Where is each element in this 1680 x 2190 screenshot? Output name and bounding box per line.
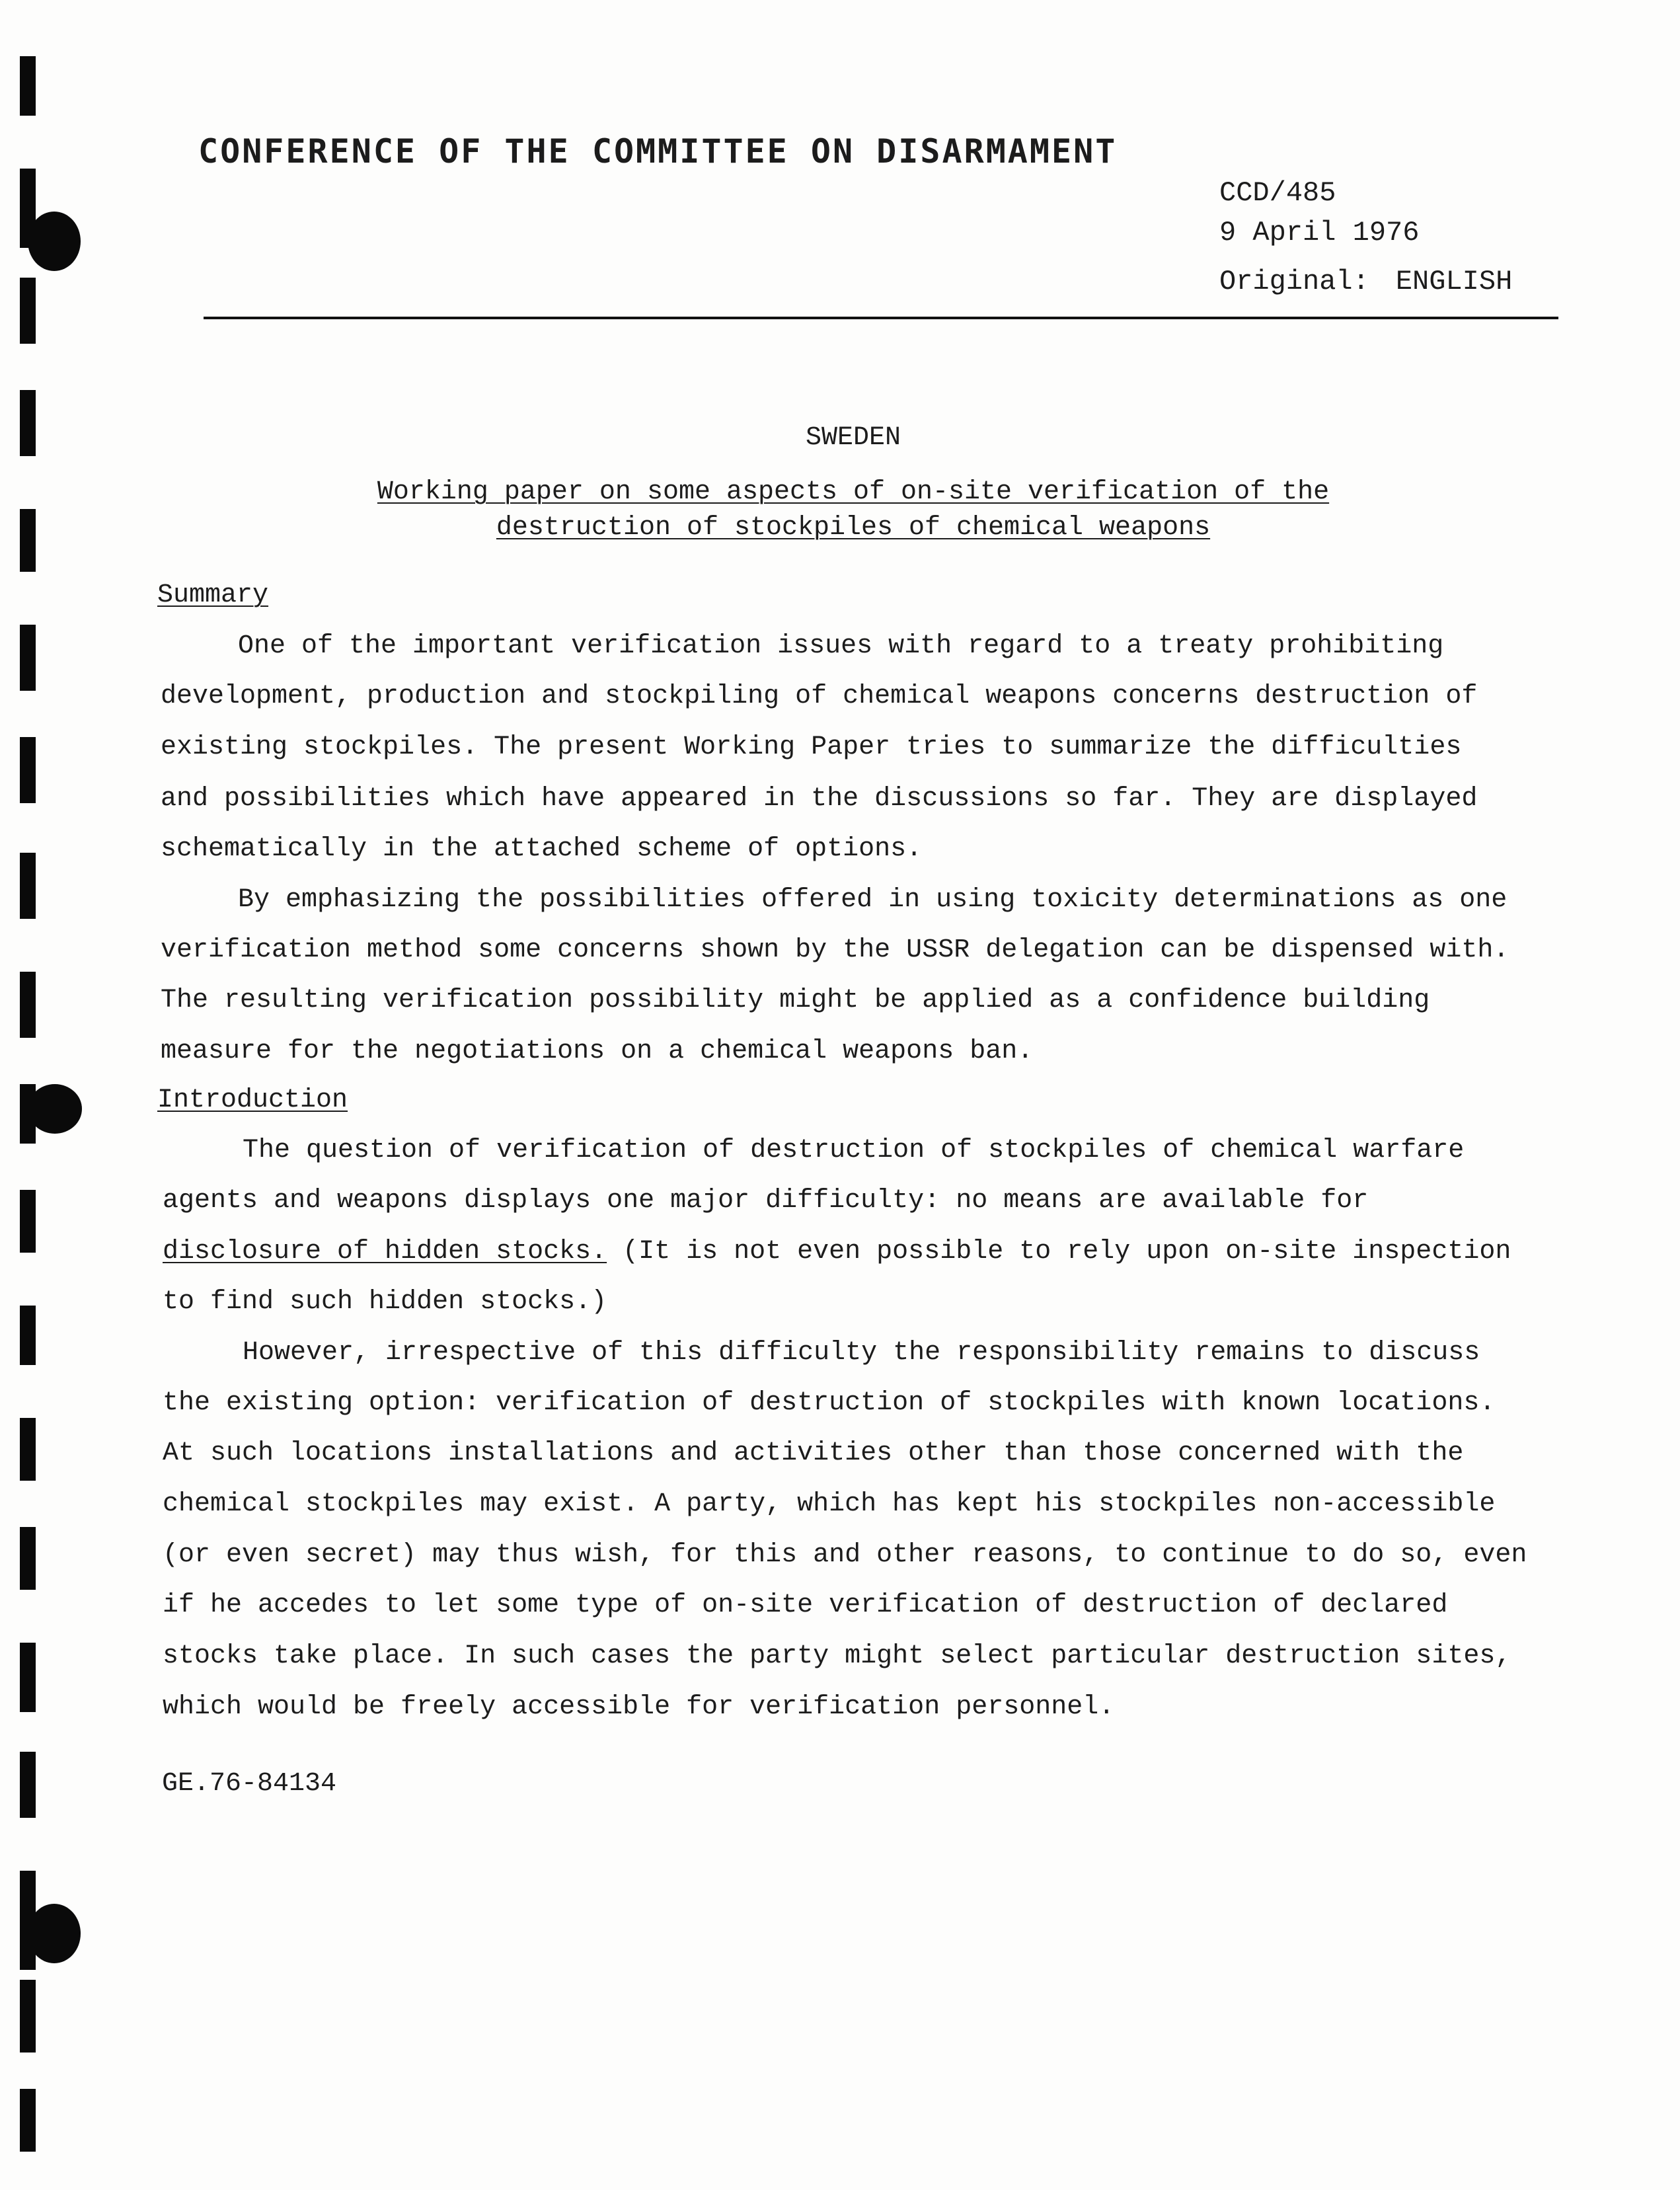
summary-line: The resulting verification possibility might be applied as a confidence building (161, 986, 1430, 1015)
binding-mark (20, 972, 36, 1038)
introduction-line: chemical stockpiles may exist. A party, which has kept his stockpiles non-accessible (163, 1489, 1496, 1519)
introduction-line: if he accedes to let some type of on-site verification of destruction of declared (163, 1590, 1448, 1620)
paper-title-line-1: Working paper on some aspects of on-site verification of the (377, 477, 1330, 507)
paper-title-line-2: destruction of stockpiles of chemical weapons (496, 513, 1211, 543)
introduction-line: stocks take place. In such cases the party might select particular destruction sites, (163, 1641, 1511, 1671)
hidden-stocks-phrase: disclosure of hidden stocks. (163, 1237, 607, 1267)
original-label: Original: (1219, 266, 1369, 297)
binding-hole-mark (28, 212, 81, 271)
introduction-line: (or even secret) may thus wish, for this and other reasons, to continue to do so, even (163, 1540, 1527, 1570)
binding-mark (20, 1190, 36, 1253)
binding-mark (20, 625, 36, 691)
conference-title: CONFERENCE OF THE COMMITTEE ON DISARMAMENT (198, 132, 1118, 171)
summary-line: By emphasizing the possibilities offered in using toxicity determinations as one (238, 885, 1508, 915)
summary-line: and possibilities which have appeared in the discussions so far. They are displayed (161, 784, 1478, 814)
document-symbol: CCD/485 (1219, 177, 1336, 209)
binding-mark (20, 1527, 36, 1590)
introduction-line: to find such hidden stocks.) (163, 1287, 607, 1317)
summary-line: development, production and stockpiling of chemical weapons concerns destruction of (161, 682, 1478, 711)
binding-mark (20, 737, 36, 803)
summary-line: existing stockpiles. The present Working Paper tries to summarize the difficulties (161, 732, 1462, 762)
summary-line: measure for the negotiations on a chemical weapons ban. (161, 1036, 1034, 1066)
binding-mark (20, 1306, 36, 1365)
binding-mark (20, 278, 36, 344)
document-reference-block (1219, 173, 1512, 301)
binding-mark (20, 1418, 36, 1481)
introduction-line: At such locations installations and activities other than those concerned with the (163, 1438, 1464, 1468)
binding-mark (20, 1643, 36, 1712)
summary-line: One of the important verification issues with regard to a treaty prohibiting (238, 631, 1444, 661)
binding-mark (20, 853, 36, 919)
introduction-line: which would be freely accessible for verification personnel. (163, 1692, 1115, 1722)
introduction-heading: Introduction (157, 1085, 348, 1115)
binding-mark (20, 1980, 36, 2053)
introduction-line: However, irrespective of this difficulty the responsibility remains to discuss (243, 1338, 1480, 1368)
binding-mark (20, 1752, 36, 1818)
submitting-country: SWEDEN (805, 423, 901, 453)
introduction-line: the existing option: verification of destruction of stockpiles with known locations. (163, 1388, 1496, 1418)
binding-hole-mark (28, 1084, 82, 1134)
document-date: 9 April 1976 (1219, 217, 1420, 249)
introduction-line: The question of verification of destruction of stockpiles of chemical warfare (243, 1136, 1465, 1165)
summary-heading: Summary (157, 580, 269, 610)
paper-title (0, 475, 1680, 546)
binding-hole-mark (28, 1904, 81, 1963)
summary-line: verification method some concerns shown by the USSR delegation can be dispensed with. (161, 935, 1509, 965)
binding-mark (20, 56, 36, 116)
introduction-line (163, 1237, 1511, 1267)
introduction-line: agents and weapons displays one major difficulty: no means are available for (163, 1186, 1369, 1216)
introduction-line-rest: (It is not even possible to rely upon on-site inspection (607, 1237, 1511, 1267)
summary-line: schematically in the attached scheme of options. (161, 834, 923, 864)
document-job-number: GE.76-84134 (162, 1769, 337, 1799)
header-divider (204, 317, 1558, 319)
original-language-row (1219, 262, 1512, 301)
binding-mark (20, 2089, 36, 2152)
original-language: ENGLISH (1395, 266, 1513, 297)
